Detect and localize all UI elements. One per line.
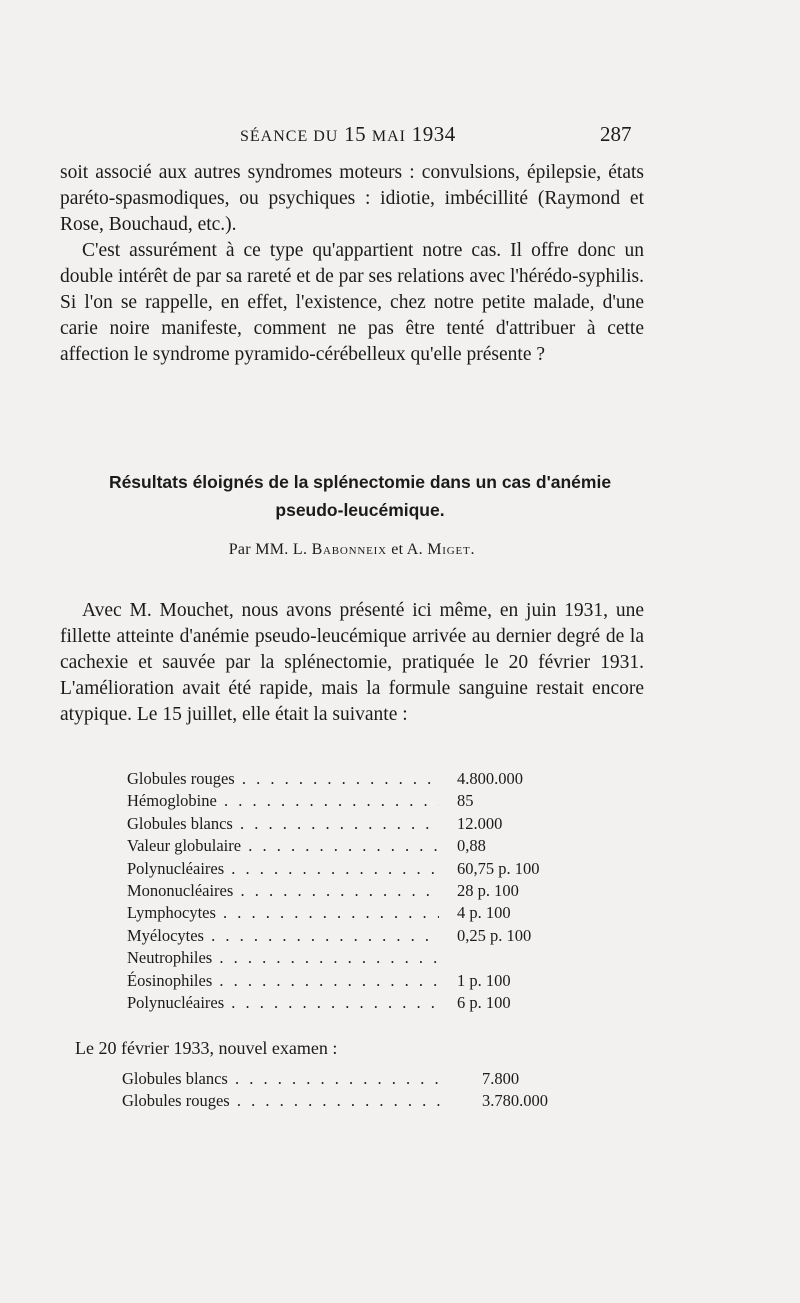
article-title bbox=[60, 468, 660, 524]
blood-count-table-1931 bbox=[127, 768, 597, 1014]
table-row bbox=[127, 880, 597, 902]
blood-count-table-1933 bbox=[122, 1068, 592, 1113]
row-value: 0,88 bbox=[457, 836, 486, 856]
author-2: Miget. bbox=[427, 541, 476, 558]
table-row bbox=[127, 813, 597, 835]
page-number: 287 bbox=[600, 122, 632, 146]
page-header bbox=[0, 120, 800, 154]
paragraph-continuation: soit associé aux autres syndromes moteurs : convulsions, épilepsie, états paréto-spasmodiques, ou psychiques : idiotie, imbécillité (Raymond et Rose, Bouchaud, etc.). bbox=[60, 162, 644, 235]
row-label: Neutrophiles . . . bbox=[127, 947, 439, 969]
table-row bbox=[127, 768, 597, 790]
running-title-month: MAI bbox=[371, 128, 406, 145]
running-title-prefix: SÉANCE DU bbox=[240, 128, 339, 145]
row-label: Globules blancs . . . bbox=[122, 1068, 446, 1090]
table-row bbox=[127, 992, 597, 1014]
row-value: 7.800 bbox=[482, 1069, 520, 1088]
row-label: Globules rouges . . . bbox=[122, 1090, 446, 1112]
running-title-year: 1934 bbox=[411, 122, 456, 146]
table-row bbox=[122, 1068, 592, 1090]
row-label: Myélocytes . . . bbox=[127, 925, 439, 947]
row-value: 0,25 p. 100 bbox=[457, 925, 532, 945]
row-value: 28 p. 100 bbox=[457, 881, 519, 901]
table-row bbox=[127, 858, 597, 880]
article-title-line-2: pseudo-leucémique. bbox=[275, 500, 445, 520]
paragraph-new-exam: Le 20 février 1933, nouvel examen : bbox=[75, 1038, 338, 1058]
table-row bbox=[127, 970, 597, 992]
row-value: 3.780.000 bbox=[482, 1091, 548, 1111]
article-authors bbox=[60, 541, 644, 559]
authors-mid: et A. bbox=[391, 541, 423, 558]
row-label: Éosinophiles . . . bbox=[127, 970, 439, 992]
table-row bbox=[122, 1090, 592, 1112]
paragraph-case-intro: Avec M. Mouchet, nous avons présenté ici même, en juin 1931, une fillette atteinte d'anémie pseudo-leucémique arrivée au dernier degré de la cachexie et sauvée par la splénectomie, pratiquée le 20 février 1931. L'amélioration avait été rapide, mais la formule sanguine restait encore atypique. Le 15 juillet, elle était la suivante : bbox=[60, 600, 644, 725]
running-title bbox=[240, 122, 456, 147]
table-row bbox=[127, 835, 597, 857]
row-value: 4 p. 100 bbox=[457, 903, 511, 923]
authors-prefix: Par MM. L. bbox=[228, 541, 308, 558]
table-row bbox=[127, 947, 597, 969]
author-1: Babonneix bbox=[311, 541, 387, 558]
row-value: 6 p. 100 bbox=[457, 993, 511, 1013]
row-value: 1 p. 100 bbox=[457, 970, 511, 990]
row-label: Globules rouges . . . bbox=[127, 768, 439, 790]
row-label: Lymphocytes . . . bbox=[127, 902, 439, 924]
row-label: Globules blancs . . . bbox=[127, 813, 439, 835]
row-value: 60,75 p. 100 bbox=[457, 858, 540, 878]
row-label: Hémoglobine . . . bbox=[127, 790, 439, 812]
row-value: 12.000 bbox=[457, 813, 503, 833]
paragraph-case-discussion: C'est assurément à ce type qu'appartient notre cas. Il offre donc un double intérêt de par sa rareté et de par ses relations avec l'hérédo-syphilis. Si l'on se rappelle, en effet, l'existence, chez notre petite malade, d'une carie noire manifeste, comment ne pas être tenté d'attribuer à cette affection le syndrome pyramido-cérébelleux qu'elle présente ? bbox=[60, 240, 644, 365]
row-label: Polynucléaires . . . bbox=[127, 992, 439, 1014]
row-label: Valeur globulaire . . . bbox=[127, 835, 439, 857]
row-value: 85 bbox=[457, 791, 474, 811]
article-title-line-1: Résultats éloignés de la splénectomie dans un cas d'anémie bbox=[108, 472, 612, 492]
table-row bbox=[127, 925, 597, 947]
row-value bbox=[439, 947, 597, 969]
row-label: Mononucléaires . . . bbox=[127, 880, 439, 902]
table-row bbox=[127, 902, 597, 924]
table-row bbox=[127, 790, 597, 812]
row-label: Polynucléaires . . . bbox=[127, 858, 439, 880]
running-title-day: 15 bbox=[344, 122, 367, 146]
row-value: 4.800.000 bbox=[457, 769, 523, 788]
